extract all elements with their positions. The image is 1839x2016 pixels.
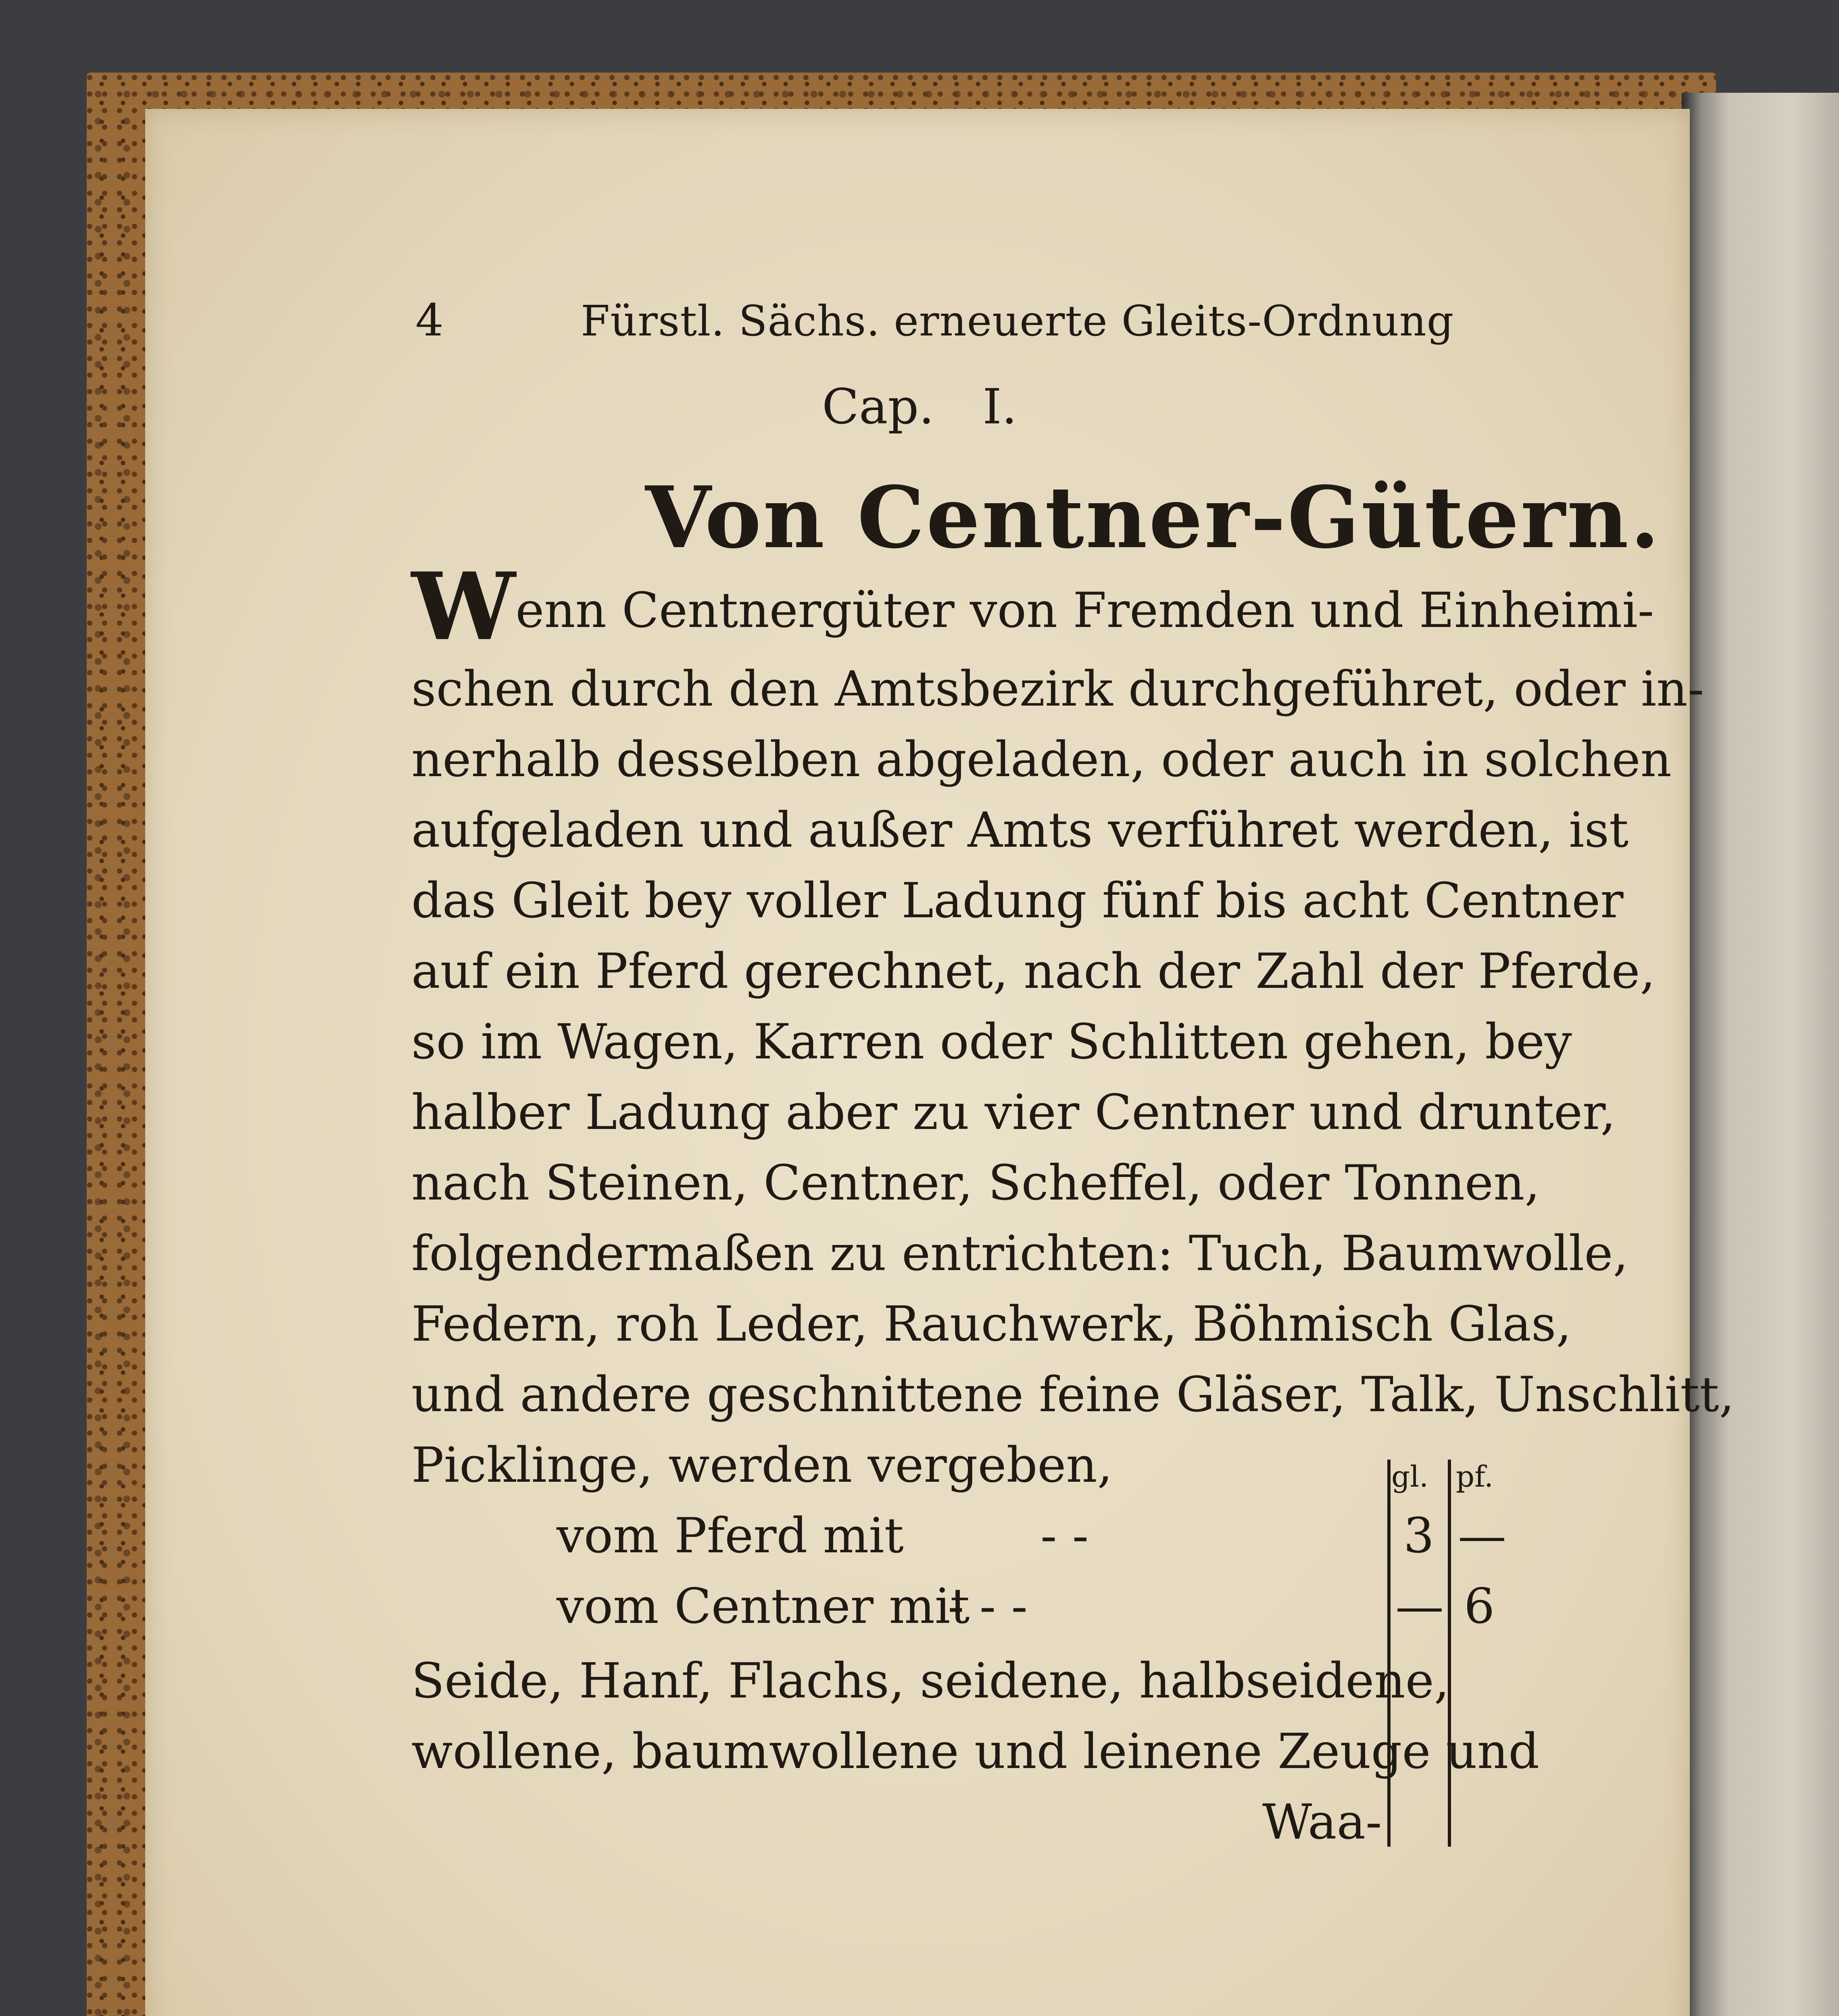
drop-cap: W xyxy=(411,552,516,661)
paragraph-line: nach Steinen, Centner, Scheffel, oder Tonnen, xyxy=(411,1155,1540,1211)
tariff-row-label: vom Centner mit xyxy=(557,1579,970,1635)
tariff-gl-value: — xyxy=(1395,1579,1444,1635)
chapter-numeral: I. xyxy=(982,379,1017,435)
paragraph-line: Federn, roh Leder, Rauchwerk, Böhmisch Glas, xyxy=(411,1296,1572,1352)
first-line-text: enn Centnergüter von Fremden und Einheimi- xyxy=(515,583,1654,639)
paragraph-line: und andere geschnittene feine Gläser, Talk, Unschlitt, xyxy=(411,1367,1735,1423)
paragraph-line: aufgeladen und außer Amts verführet werden, ist xyxy=(411,802,1629,858)
tariff-row-leaders: - - - xyxy=(948,1579,1028,1635)
tariff-row-label: vom Pferd mit xyxy=(557,1508,904,1564)
paragraph-first-line xyxy=(411,552,1654,661)
paragraph-line: halber Ladung aber zu vier Centner und drunter, xyxy=(411,1085,1616,1141)
paragraph-line: das Gleit bey voller Ladung fünf bis acht Centner xyxy=(411,873,1624,929)
chapter-heading xyxy=(0,379,1839,435)
catchword: Waa- xyxy=(1262,1794,1382,1850)
paragraph-last-line: Picklinge, werden vergeben, xyxy=(411,1437,1113,1493)
column-header-gl: gl. xyxy=(1391,1460,1429,1493)
tariff-row-leaders: - - xyxy=(1040,1508,1089,1564)
paragraph-line: schen durch den Amtsbezirk durchgeführet, oder in- xyxy=(411,661,1704,717)
continuation-line: wollene, baumwollene und leinene Zeuge und xyxy=(411,1724,1540,1780)
paragraph-line: nerhalb desselben abgeladen, oder auch in solchen xyxy=(411,732,1672,788)
paragraph-line: folgendermaßen zu entrichten: Tuch, Baumwolle, xyxy=(411,1226,1628,1282)
running-title: Fürstl. Sächs. erneuerte Gleits-Ordnung xyxy=(581,296,1454,346)
tariff-pf-value: 6 xyxy=(1464,1579,1495,1635)
paragraph-line: so im Wagen, Karren oder Schlitten gehen, bey xyxy=(411,1014,1572,1070)
continuation-line: Seide, Hanf, Flachs, seidene, halbseidene, xyxy=(411,1653,1449,1709)
tariff-pf-value: — xyxy=(1458,1508,1506,1564)
tariff-gl-value: 3 xyxy=(1403,1508,1435,1564)
paragraph-line: auf ein Pferd gerechnet, nach der Zahl der Pferde, xyxy=(411,943,1656,1000)
column-header-pf: pf. xyxy=(1456,1460,1494,1493)
section-title: Von Centner-Gütern. xyxy=(645,468,1662,567)
page-number: 4 xyxy=(415,294,444,346)
chapter-label: Cap. xyxy=(822,379,934,435)
